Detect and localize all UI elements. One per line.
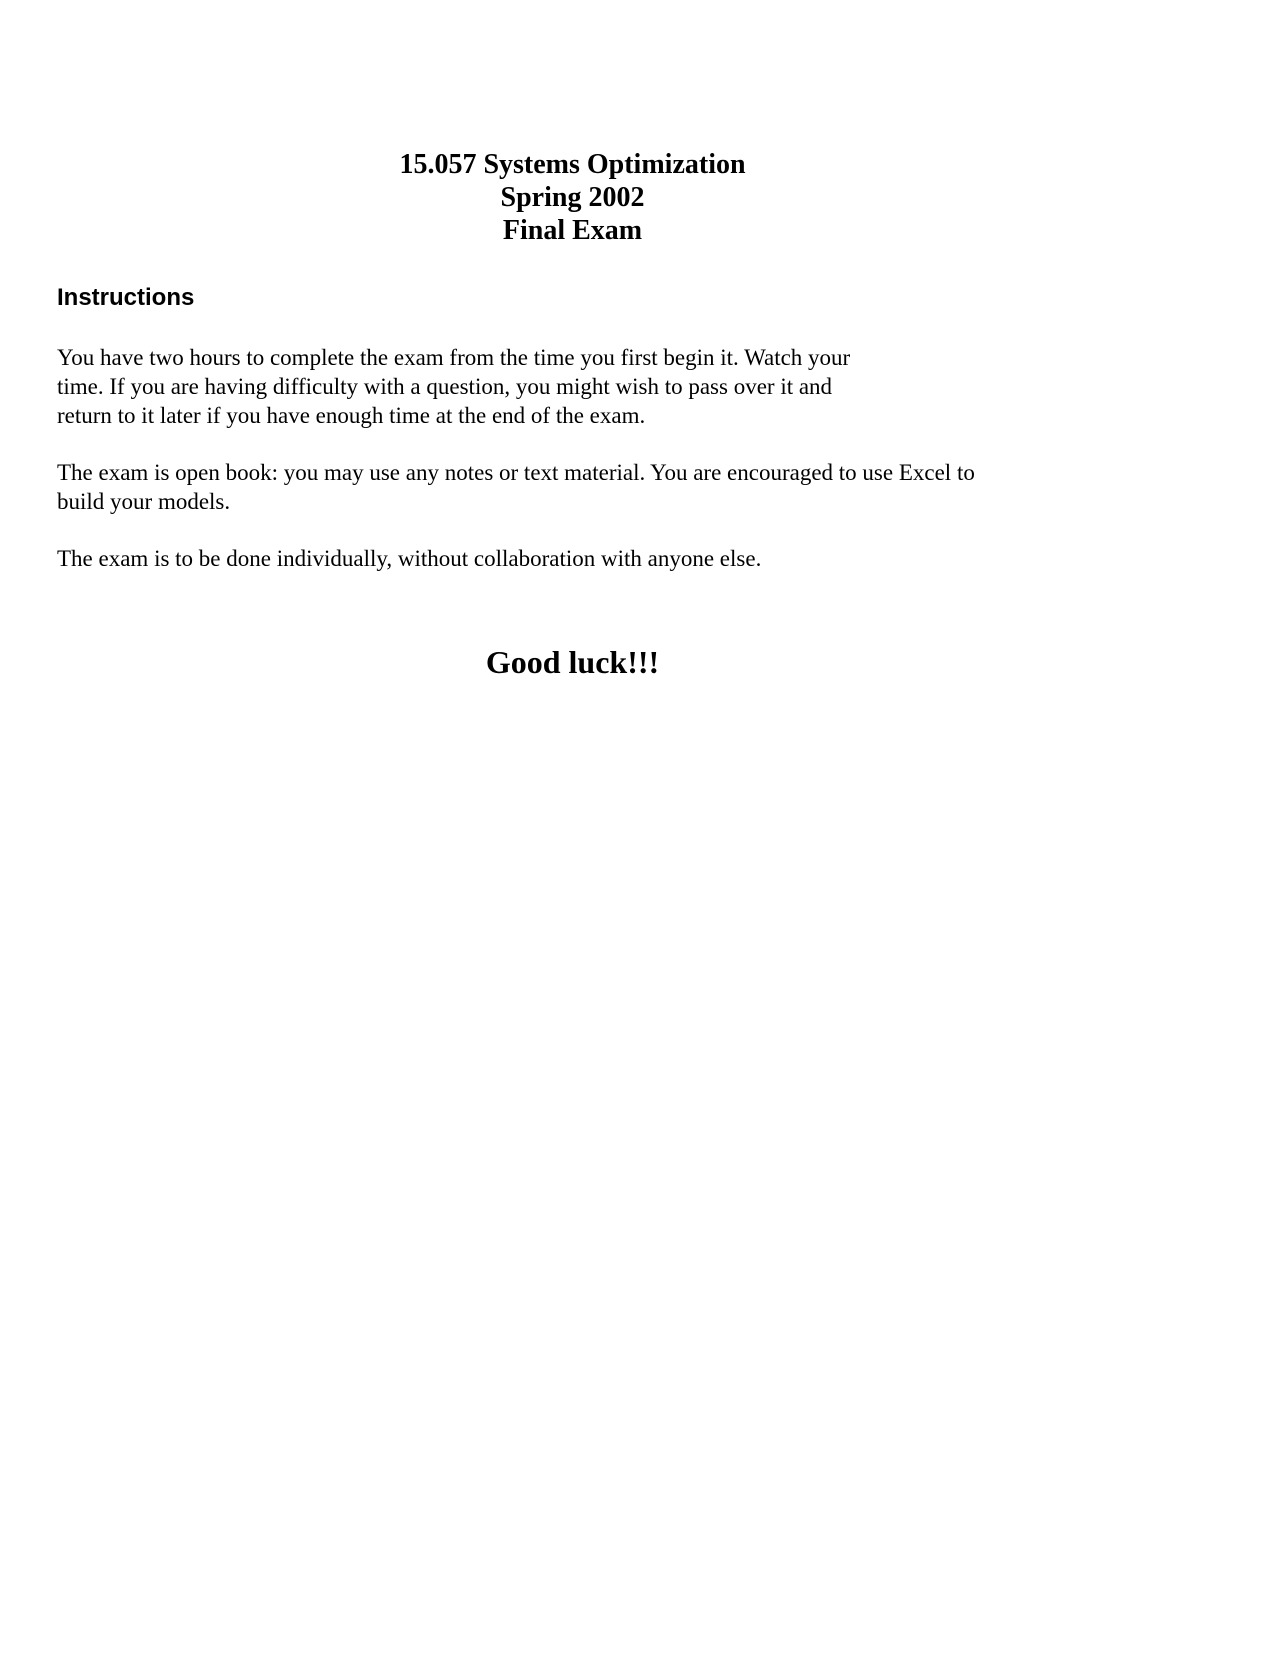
- course-title: 15.057 Systems Optimization: [399, 149, 746, 180]
- term-title: Spring 2002: [500, 182, 645, 213]
- instructions-heading: Instructions: [57, 284, 195, 311]
- instructions-paragraph: [57, 343, 850, 430]
- exam-title-block: [0, 148, 1145, 247]
- instructions-paragraph: [57, 544, 761, 573]
- paragraph-line: return to it later if you have enough time at the end of the exam.: [57, 403, 646, 428]
- paragraph-line: You have two hours to complete the exam from the time you first begin it. Watch your: [57, 345, 851, 370]
- paragraph-line: The exam is to be done individually, without collaboration with anyone else.: [57, 546, 762, 571]
- exam-title: Final Exam: [502, 215, 643, 246]
- closing-message: Good luck!!!: [485, 644, 660, 680]
- paragraph-line: build your models.: [57, 489, 231, 514]
- paragraph-line: The exam is open book: you may use any notes or text material. You are encouraged to use Excel to: [57, 460, 975, 485]
- paragraph-line: time. If you are having difficulty with a question, you might wish to pass over it and: [57, 374, 833, 399]
- instructions-paragraph: [57, 458, 975, 516]
